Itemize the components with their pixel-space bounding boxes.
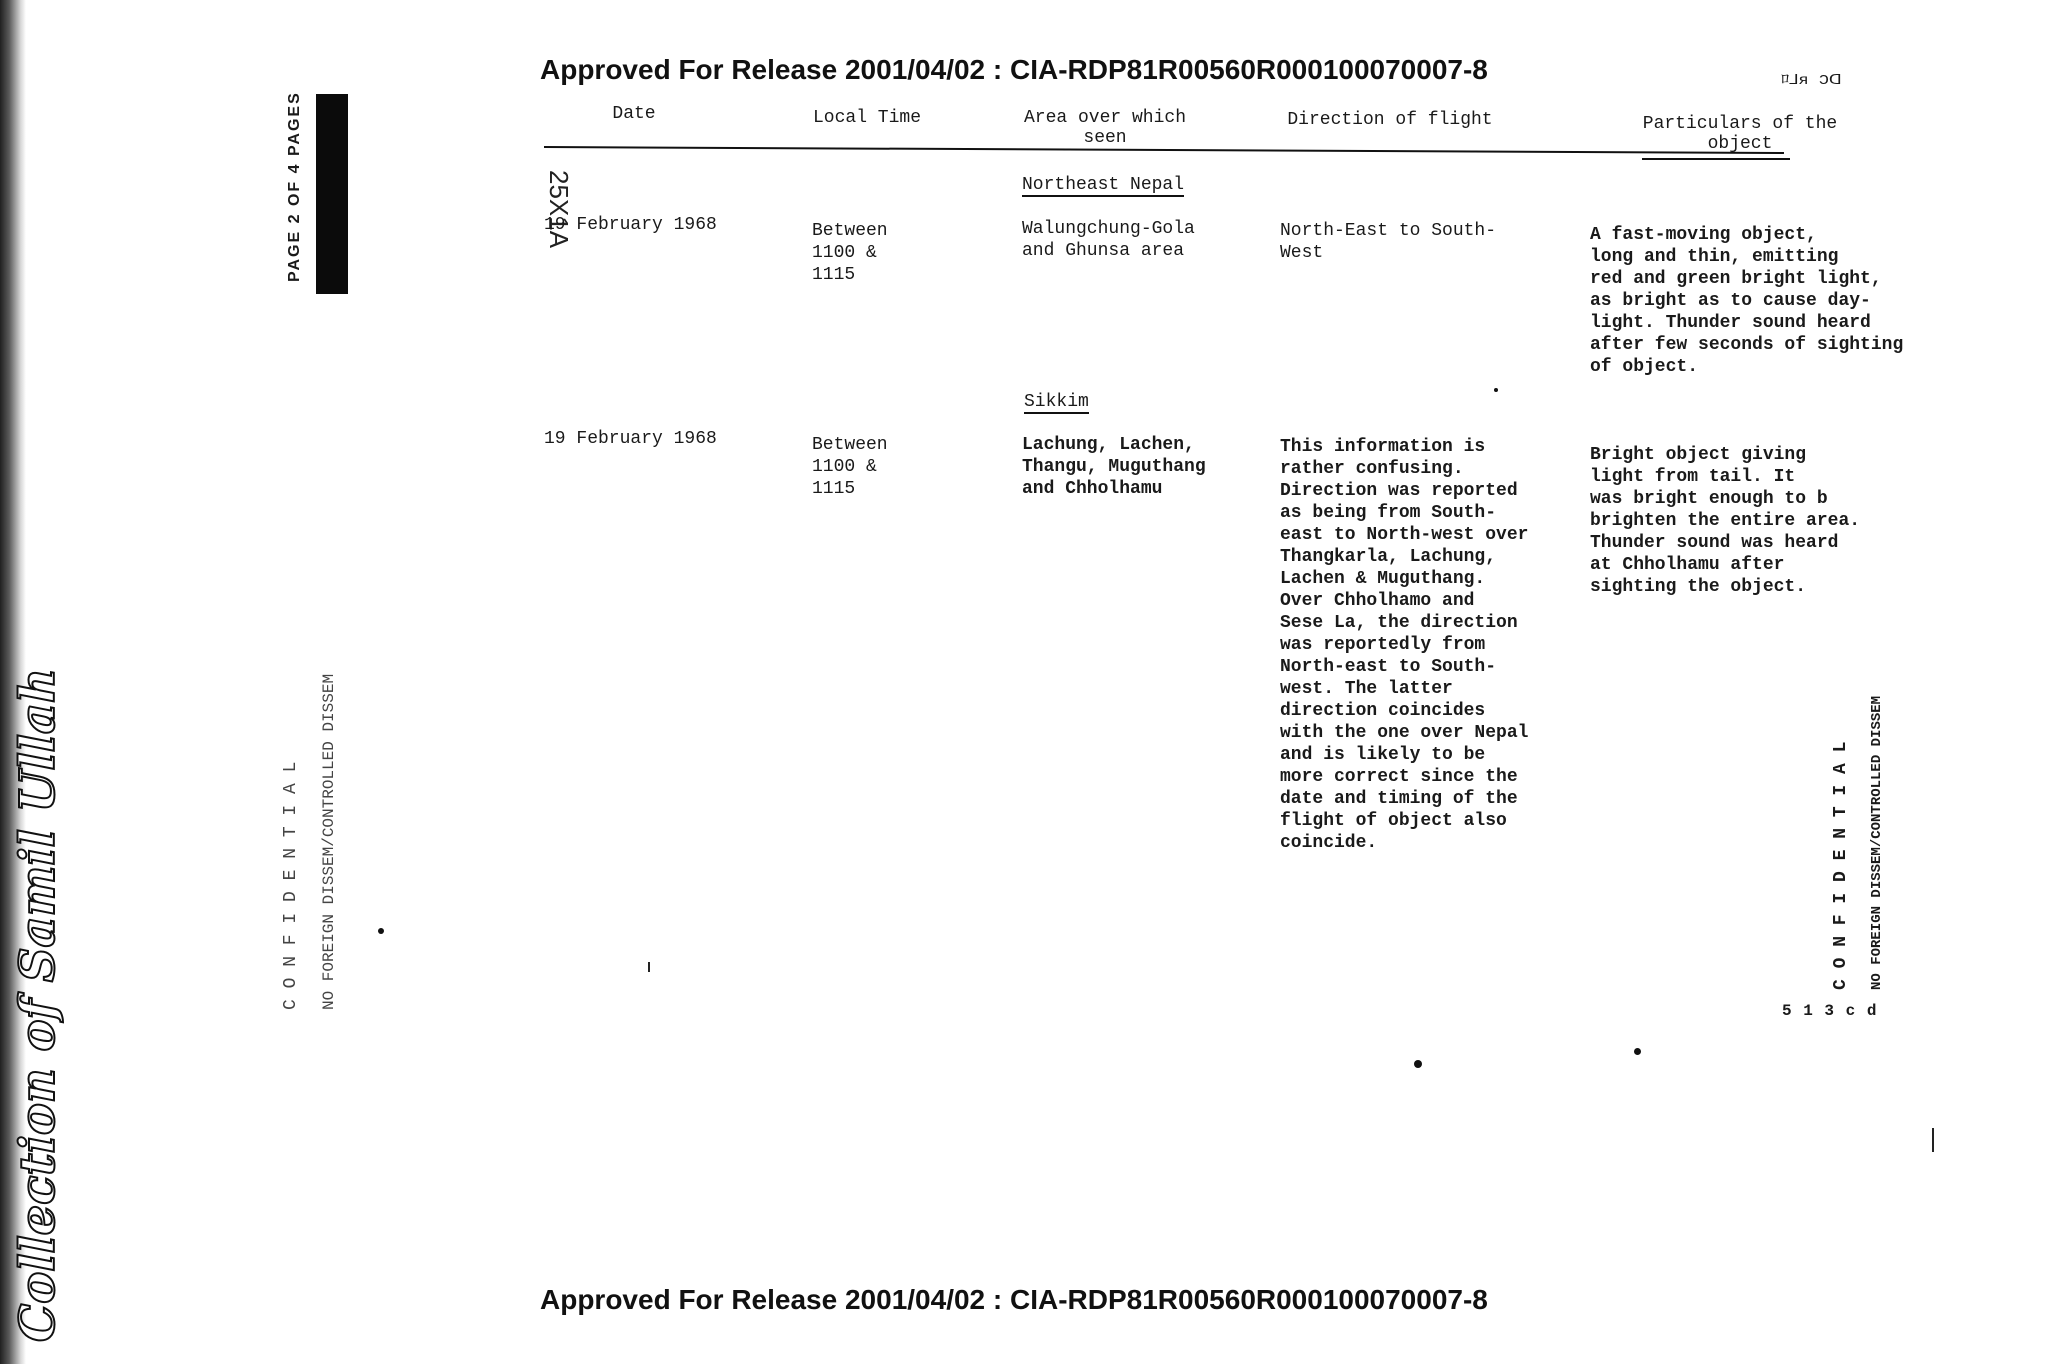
left-classification-stamp: C O N F I D E N T I A L: [281, 761, 301, 1010]
collection-watermark: Collection of Samil Ullah: [10, 668, 66, 1342]
particulars-underline: [1642, 158, 1790, 160]
column-header-direction: Direction of flight: [1287, 110, 1493, 130]
column-header-date: Date: [612, 104, 656, 124]
entry-particulars: A fast-moving object, long and thin, emitting red and green bright light, as bright as to cause day- light. Thunder sound heard after few seconds of sighting of object.: [1590, 225, 1904, 377]
scan-speck: [1414, 1060, 1422, 1068]
scan-speck: [1634, 1048, 1641, 1055]
entry-date: 19 February 1968: [544, 429, 717, 449]
column-header-local-time: Local Time: [812, 108, 922, 128]
column-header-area: Area over which seen: [1023, 108, 1187, 148]
left-dissem-stamp: NO FOREIGN DISSEM/CONTROLLED DISSEM: [320, 673, 338, 1010]
entry-particulars: Bright object giving light from tail. It was bright enough to b brighten the entire area. Thunder sound was heard at Chholhamu after sighting the object.: [1590, 445, 1861, 597]
release-line-top: Approved For Release 2001/04/02 : CIA-RDP81R00560R000100070007-8: [540, 54, 1488, 85]
entry-direction: This information is rather confusing. Direction was reported as being from South- east to North-west over Thangkarla, Lachung, Lachen & Muguthang. Over Chholhamo and Sese La, the direction was reportedly from North-east to South- west. The latter direction coincides with the one over Nepal and is likely to be more correct since the date and timing of the flight of object also coincide.: [1280, 437, 1529, 853]
scan-mark: [648, 962, 650, 972]
column-header-particulars: Particulars of the object: [1642, 114, 1838, 154]
region-heading: Sikkim: [1024, 392, 1089, 412]
entry-date: 19 February 1968: [544, 215, 717, 235]
scan-mark: [1932, 1128, 1934, 1152]
page-number-label: PAGE 2 OF 4 PAGES: [286, 91, 303, 282]
region-heading: Northeast Nepal: [1022, 175, 1185, 195]
scan-speck: [1494, 388, 1498, 392]
entry-area: Lachung, Lachen, Thangu, Muguthang and Chholhamu: [1022, 435, 1206, 499]
entry-direction: North-East to South- West: [1280, 221, 1497, 263]
entry-local-time: Between 1100 & 1115: [812, 221, 888, 285]
entry-area: Walungchung-Gola and Ghunsa area: [1022, 219, 1195, 261]
release-line-bottom: Approved For Release 2001/04/02 : CIA-RDP81R00560R000100070007-8: [540, 1284, 1488, 1315]
scan-speck: [378, 928, 384, 934]
right-dissem-stamp: NO FOREIGN DISSEM/CONTROLLED DISSEM: [1869, 695, 1885, 990]
corner-mark: ﾛ⅃ᴙ Ͻᗡ: [1780, 73, 1842, 89]
redaction-tag: 25X1A: [544, 170, 574, 249]
right-classification-stamp: C O N F I D E N T I A L: [1831, 741, 1851, 990]
redaction-bar: [316, 94, 348, 294]
entry-local-time: Between 1100 & 1115: [812, 435, 888, 499]
bottom-right-mark: 5 1 3 c d: [1782, 1002, 1878, 1020]
